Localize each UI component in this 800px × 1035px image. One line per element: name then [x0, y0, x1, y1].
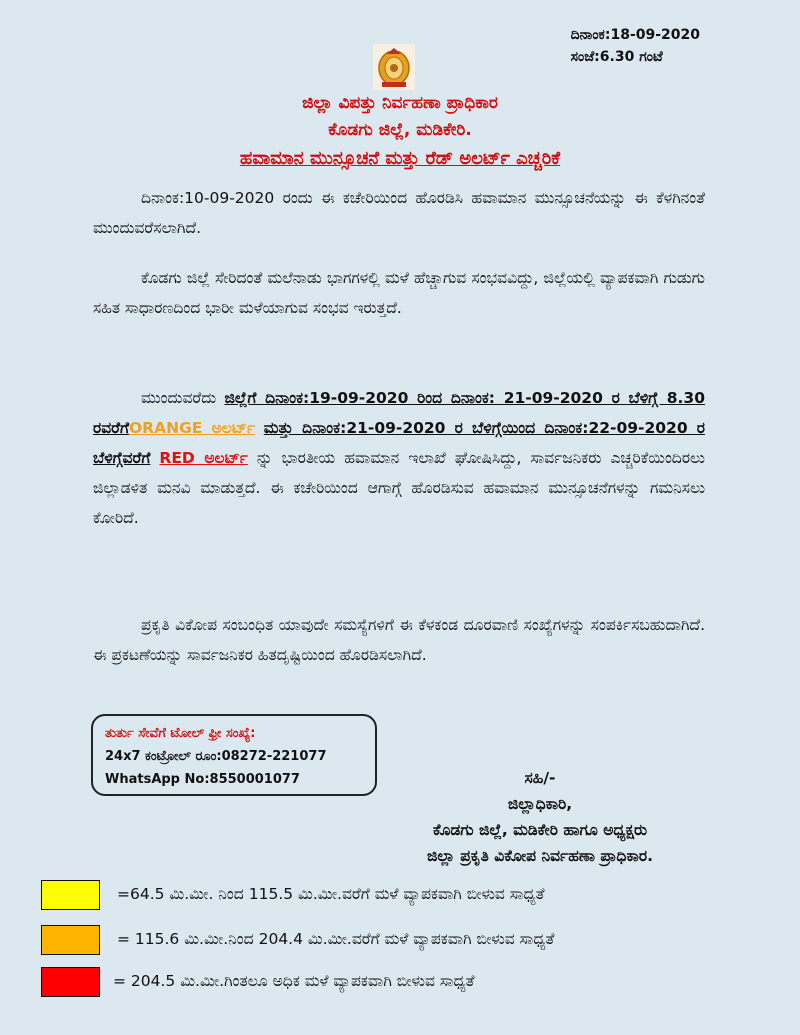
alert-dates-2: ಮತ್ತು ದಿನಾಂಕ:21-09-2020 ರ ಬೆಳಿಗ್ಗೆಯಿಂದ ದಿನಾಂಕ:22-09-2020 ರ ಬೆಳಿಗ್ಗೆವರೆಗೆ	[93, 419, 706, 467]
office-heading	[0, 90, 800, 144]
legend-text-yellow: =64.5 ಮಿ.ಮೀ. ನಿಂದ 115.5 ಮಿ.ಮೀ.ವರೆಗೆ ಮಳೆ ವ್ಯಾಪಕವಾಗಿ ಬೀಳುವ ಸಾಧ್ಯತೆ	[117, 885, 545, 903]
paragraph-3-rest: ನ್ನು ಭಾರತೀಯ ಹವಾಮಾನ ಇಲಾಖೆ ಘೋಷಿಸಿದ್ದು, ಸಾರ್ವಜನಿಕರು ಎಚ್ಚರಿಕೆಯಿಂದಿರಲು ಜಿಲ್ಲಾಡಳಿತ ಮನವಿ ಮಾಡುತ್ತದೆ. ಈ ಕಚೇರಿಯಿಂದ ಆಗಾಗ್ಗೆ ಹೊರಡಿಸುವ ಹವಾಮಾನ ಮುನ್ಸೂಚನೆಗಳನ್ನು ಗಮನಿಸಲು ಕೋರಿದೆ.	[93, 449, 705, 527]
whatsapp-number: WhatsApp No:8550001077	[105, 772, 300, 787]
red-swatch	[41, 967, 100, 997]
paragraph-4	[93, 610, 705, 670]
legend-text-orange: = 115.6 ಮಿ.ಮೀ.ನಿಂದ 204.4 ಮಿ.ಮೀ.ವರೆಗೆ ಮಳೆ ವ್ಯಾಪಕವಾಗಿ ಬೀಳುವ ಸಾಧ್ಯತೆ	[117, 930, 555, 948]
signature-line-2: ಜಿಲ್ಲಾಧಿಕಾರಿ,	[507, 795, 573, 813]
paragraph-3	[93, 383, 705, 533]
office-line-1: ಜಿಲ್ಲಾ ವಿಪತ್ತು ನಿರ್ವಹಣಾ ಪ್ರಾಧಿಕಾರ	[302, 93, 498, 113]
orange-alert-label: ORANGE ಅಲರ್ಟ್	[128, 419, 256, 437]
date-block	[571, 24, 700, 68]
document-headline: ಹವಾಮಾನ ಮುನ್ಸೂಚನೆ ಮತ್ತು ರೆಡ್ ಅಲರ್ಟ್ ಎಚ್ಚರಿಕೆ	[239, 148, 561, 169]
signature-line-4: ಜಿಲ್ಲಾ ಪ್ರಕೃತಿ ವಿಕೋಪ ನಿರ್ವಹಣಾ ಪ್ರಾಧಿಕಾರ.	[427, 847, 653, 865]
legend-row-yellow	[41, 880, 761, 912]
paragraph-3-lead: ಮುಂದುವರೆದು	[141, 389, 217, 407]
yellow-swatch	[41, 880, 100, 910]
government-emblem-icon	[373, 44, 415, 90]
legend-row-orange	[41, 925, 761, 957]
legend-row-red	[41, 967, 761, 999]
signature-line-3: ಕೊಡಗು ಜಿಲ್ಲೆ, ಮಡಿಕೇರಿ ಹಾಗೂ ಅಧ್ಯಕ್ಷರು	[432, 821, 648, 839]
red-alert-label: RED ಅಲರ್ಟ್	[159, 449, 248, 467]
control-room-number: 24x7 ಕಂಟ್ರೋಲ್ ರೂಂ:08272-221077	[105, 749, 327, 764]
paragraph-4-text: ಪ್ರಕೃತಿ ವಿಕೋಪ ಸಂಬಂಧಿತ ಯಾವುದೇ ಸಮಸ್ಯೆಗಳಿಗೆ ಈ ಕೆಳಕಂಡ ದೂರವಾಣಿ ಸಂಖ್ಯೆಗಳನ್ನು ಸಂಪರ್ಕಿಸಬಹುದಾಗಿದೆ. ಈ ಪ್ರಕಟಣೆಯನ್ನು ಸಾರ್ವಜನಿಕರ ಹಿತದೃಷ್ಟಿಯಿಂದ ಹೊರಡಿಸಲಾಗಿದೆ.	[93, 616, 705, 664]
orange-swatch	[41, 925, 100, 955]
issue-date: ದಿನಾಂಕ:18-09-2020	[570, 27, 700, 43]
paragraph-2	[93, 263, 705, 323]
paragraph-2-text: ಕೊಡಗು ಜಿಲ್ಲೆ ಸೇರಿದಂತೆ ಮಲೆನಾಡು ಭಾಗಗಳಲ್ಲಿ ಮಳೆ ಹೆಚ್ಚಾಗುವ ಸಂಭವವಿದ್ದು, ಜಿಲ್ಲೆಯಲ್ಲಿ ವ್ಯಾಪಕವಾಗಿ ಗುಡುಗು ಸಹಿತ ಸಾಧಾರಣದಿಂದ ಭಾರೀ ಮಳೆಯಾಗುವ ಸಂಭವ ಇರುತ್ತದೆ.	[93, 269, 705, 317]
office-line-2: ಕೊಡಗು ಜಿಲ್ಲೆ, ಮಡಿಕೇರಿ.	[328, 120, 472, 140]
issue-time: ಸಂಜೆ:6.30 ಗಂಟೆ	[570, 49, 663, 65]
paragraph-1	[93, 183, 705, 243]
alert-dates-1: ಜಿಲ್ಲೆಗೆ ದಿನಾಂಕ:19-09-2020 ರಿಂದ ದಿನಾಂಕ: 21-09-2020 ರ ಬೆಳಿಗ್ಗೆ 8.30 ರವರೆಗೆ	[93, 389, 705, 437]
helpline-title: ತುರ್ತು ಸೇವೆಗೆ ಟೋಲ್ ಫ್ರೀ ಸಂಖ್ಯೆ:	[105, 726, 256, 741]
paragraph-1-text: ದಿನಾಂಕ:10-09-2020 ರಂದು ಈ ಕಚೇರಿಯಿಂದ ಹೊರಡಿಸಿ ಹವಾಮಾನ ಮುನ್ಸೂಚನೆಯನ್ನು ಈ ಕೆಳಗಿನಂತೆ ಮುಂದುವರೆಸಲಾಗಿದೆ.	[93, 189, 705, 237]
signature-line-1: ಸಹಿ/-	[524, 769, 556, 787]
signature-block	[330, 765, 750, 869]
legend-text-red: = 204.5 ಮಿ.ಮೀ.ಗಿಂತಲೂ ಅಧಿಕ ಮಳೆ ವ್ಯಾಪಕವಾಗಿ ಬೀಳುವ ಸಾಧ್ಯತೆ	[113, 972, 475, 990]
